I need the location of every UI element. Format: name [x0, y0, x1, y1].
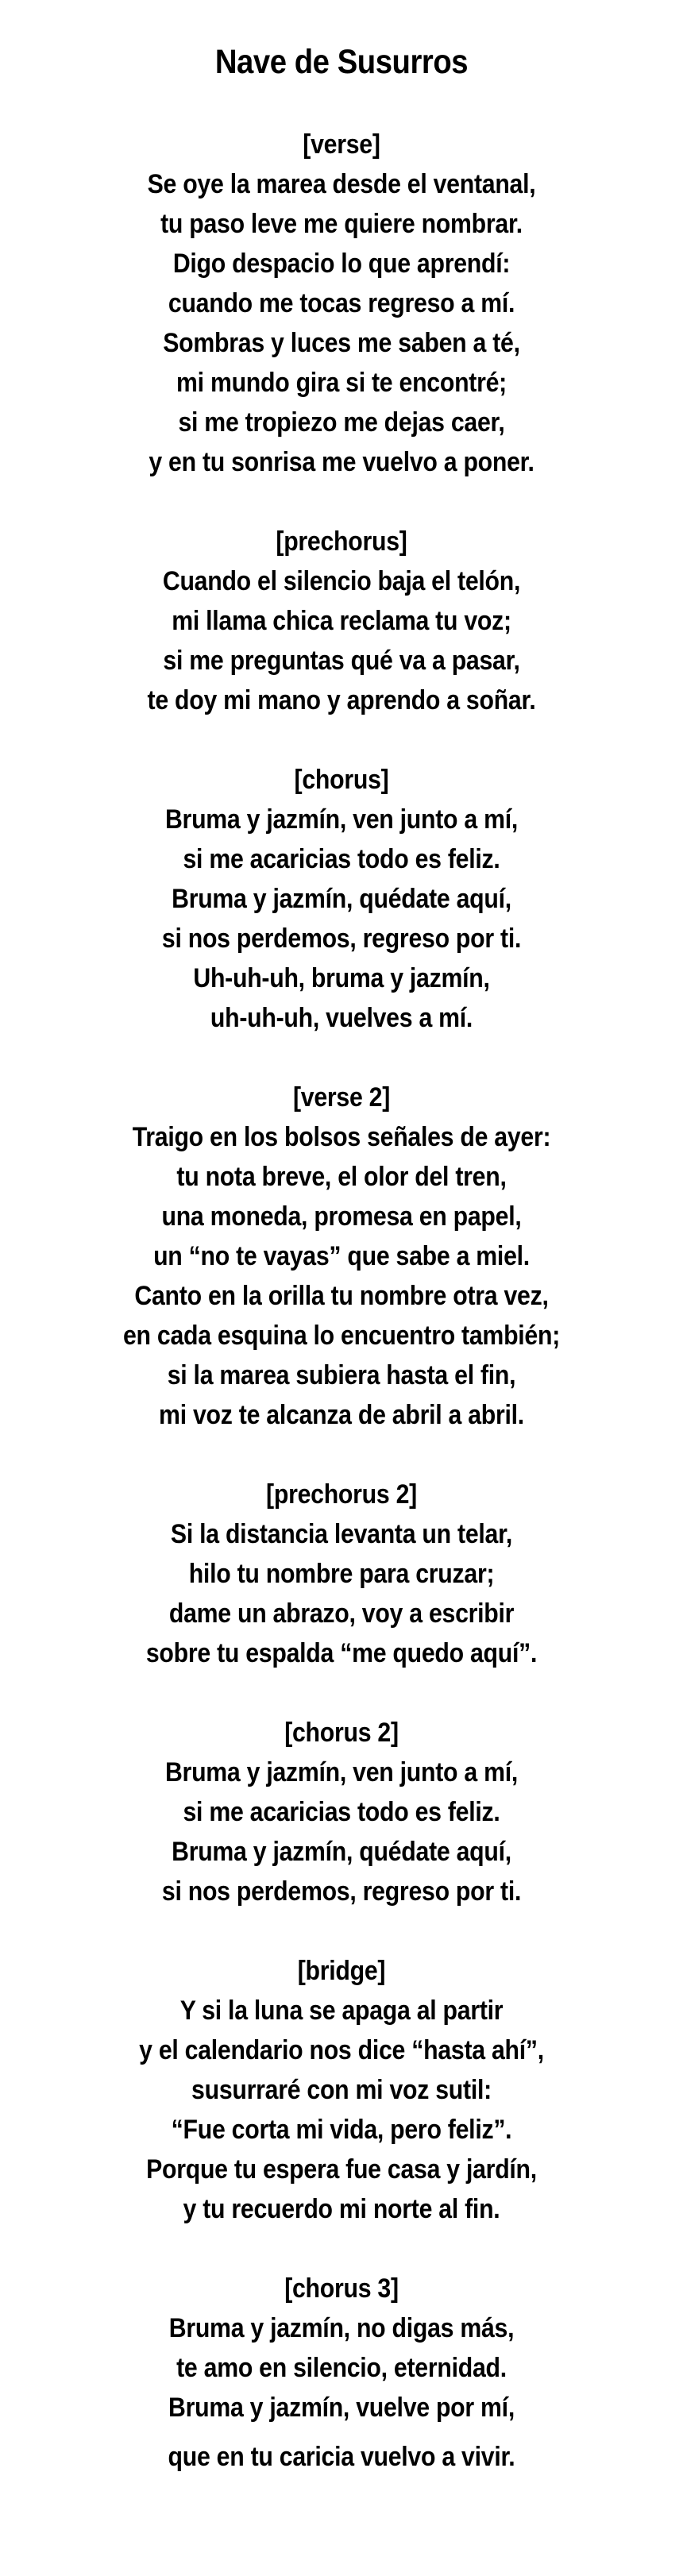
lyric-line: que en tu caricia vuelvo a vivir.: [168, 2442, 515, 2472]
lyric-line: Y si la luna se apaga al partir: [179, 1996, 504, 2026]
lyric-line: Bruma y jazmín, quédate aquí,: [172, 1837, 511, 1867]
lyric-line: “Fue corta mi vida, pero feliz”.: [171, 2115, 512, 2145]
lyric-line: Bruma y jazmín, quédate aquí,: [172, 884, 511, 914]
lyric-line: Sombras y luces me saben a té,: [163, 328, 520, 358]
lyric-line: Uh-uh-uh, bruma y jazmín,: [193, 963, 490, 993]
lyric-line: sobre tu espalda “me quedo aquí”.: [145, 1638, 538, 1668]
stanza: [37, 1475, 645, 1673]
lyrics-sheet: [37, 35, 645, 2576]
section-label: [chorus]: [294, 765, 389, 795]
song-title: Nave de Susurros: [214, 43, 469, 81]
lyric-line: Cuando el silencio baja el telón,: [162, 566, 521, 596]
section-label: [verse 2]: [292, 1082, 391, 1113]
lyric-line: si me acaricias todo es feliz.: [183, 844, 500, 874]
lyric-line: tu paso leve me quiere nombrar.: [160, 209, 523, 239]
stanza: [37, 522, 645, 720]
lyric-line: si me preguntas qué va a pasar,: [163, 646, 520, 676]
stanza: [37, 760, 645, 1038]
lyric-line: Canto en la orilla tu nombre otra vez,: [134, 1281, 549, 1311]
lyric-line: mi llama chica reclama tu voz;: [172, 606, 511, 636]
lyric-line: Bruma y jazmín, ven junto a mí,: [164, 804, 519, 835]
lyric-line: mi voz te alcanza de abril a abril.: [159, 1400, 524, 1430]
lyric-line: hilo tu nombre para cruzar;: [188, 1559, 495, 1589]
section-label: [verse]: [303, 129, 380, 160]
lyric-line: Si la distancia levanta un telar,: [170, 1519, 513, 1549]
lyric-line: dame un abrazo, voy a escribir: [168, 1598, 515, 1629]
lyric-line: si me acaricias todo es feliz.: [183, 1797, 500, 1827]
lyric-line: y tu recuerdo mi norte al fin.: [183, 2194, 500, 2224]
lyric-line: tu nota breve, el olor del tren,: [176, 1162, 507, 1192]
lyric-line: un “no te vayas” que sabe a miel.: [153, 1241, 530, 1271]
lyrics-body: [37, 125, 645, 2477]
stanza: [37, 2269, 645, 2477]
lyric-line: te doy mi mano y aprendo a soñar.: [147, 685, 536, 715]
stanza: [37, 1951, 645, 2229]
lyric-line: cuando me tocas regreso a mí.: [168, 288, 515, 318]
stanza: [37, 125, 645, 482]
lyric-line: susurraré con mi voz sutil:: [191, 2075, 492, 2105]
lyric-line: y el calendario nos dice “hasta ahí”,: [139, 2035, 544, 2065]
section-label: [chorus 2]: [284, 1718, 399, 1748]
lyric-line: y en tu sonrisa me vuelvo a poner.: [149, 447, 534, 477]
lyric-line: uh-uh-uh, vuelves a mí.: [210, 1003, 473, 1033]
lyric-line: si nos perdemos, regreso por ti.: [161, 924, 522, 954]
lyric-line: si la marea subiera hasta el fin,: [167, 1360, 516, 1390]
section-label: [prechorus 2]: [266, 1479, 417, 1510]
lyric-line: Se oye la marea desde el ventanal,: [147, 169, 536, 199]
lyric-line: Digo despacio lo que aprendí:: [172, 249, 511, 279]
section-label: [prechorus]: [276, 526, 407, 557]
section-label: [bridge]: [297, 1956, 386, 1986]
lyric-line: Traigo en los bolsos señales de ayer:: [132, 1122, 551, 1152]
lyric-line: te amo en silencio, eternidad.: [176, 2353, 507, 2383]
lyric-line: si nos perdemos, regreso por ti.: [161, 1876, 522, 1907]
lyric-line: si me tropiezo me dejas caer,: [178, 407, 505, 438]
lyric-line: en cada esquina lo encuentro también;: [122, 1321, 561, 1351]
lyric-line: una moneda, promesa en papel,: [161, 1201, 522, 1232]
lyric-line: Bruma y jazmín, no digas más,: [168, 2313, 515, 2343]
stanza: [37, 1713, 645, 1911]
lyric-line: mi mundo gira si te encontré;: [176, 368, 507, 398]
lyric-line: Porque tu espera fue casa y jardín,: [146, 2154, 537, 2185]
lyric-line: Bruma y jazmín, vuelve por mí,: [168, 2393, 515, 2423]
section-label: [chorus 3]: [284, 2273, 399, 2304]
stanza: [37, 1078, 645, 1435]
lyric-line: Bruma y jazmín, ven junto a mí,: [164, 1757, 519, 1787]
